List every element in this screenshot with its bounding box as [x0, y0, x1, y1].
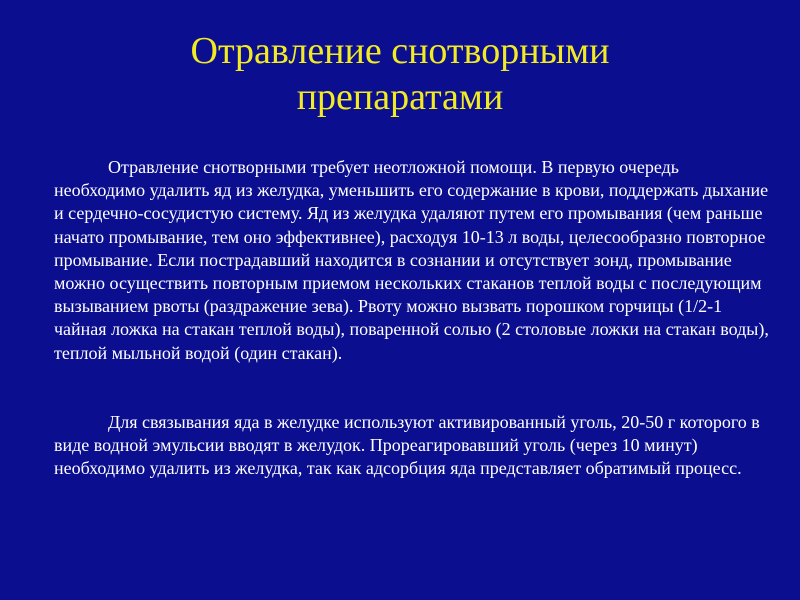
paragraph-activated-charcoal: Для связывания яда в желудке используют активированный уголь, 20-50 г которого в виде водной эмульсии вводят в желудок. Прореагировавший уголь (через 10 минут) необходимо удалить из желудка, так как адсорбция яда представляет обратимый процесс.: [54, 411, 760, 479]
slide-title-line-2: препаратами: [296, 76, 504, 118]
paragraph-treatment-overview: Отравление снотворными требует неотложной помощи. В первую очередь необходимо удалить яд из желудка, уменьшить его содержание в крови, поддержать дыхание и сердечно-сосудистую систему. Яд из желудка удаляют путем его промывания (чем раньше начато промывание, тем оно эффективнее), расходуя 10-13 л воды, целесообразно повторное промывание. Если пострадавший находится в сознании и отсутствует зонд, промывание можно осуществить повторным приемом нескольких стаканов теплой воды с последующим вызыванием рвоты (раздражение зева). Рвоту можно вызвать порошком горчицы (1/2-1 чайная ложка на стакан теплой воды), поваренной солью (2 столовые ложки на стакан воды), теплой мыльной водой (один стакан).: [54, 157, 769, 363]
slide-body: [54, 156, 774, 480]
slide-title: [80, 28, 720, 120]
paragraph-spacer: [54, 365, 774, 411]
slide-title-line-1: Отравление снотворными: [190, 30, 610, 72]
